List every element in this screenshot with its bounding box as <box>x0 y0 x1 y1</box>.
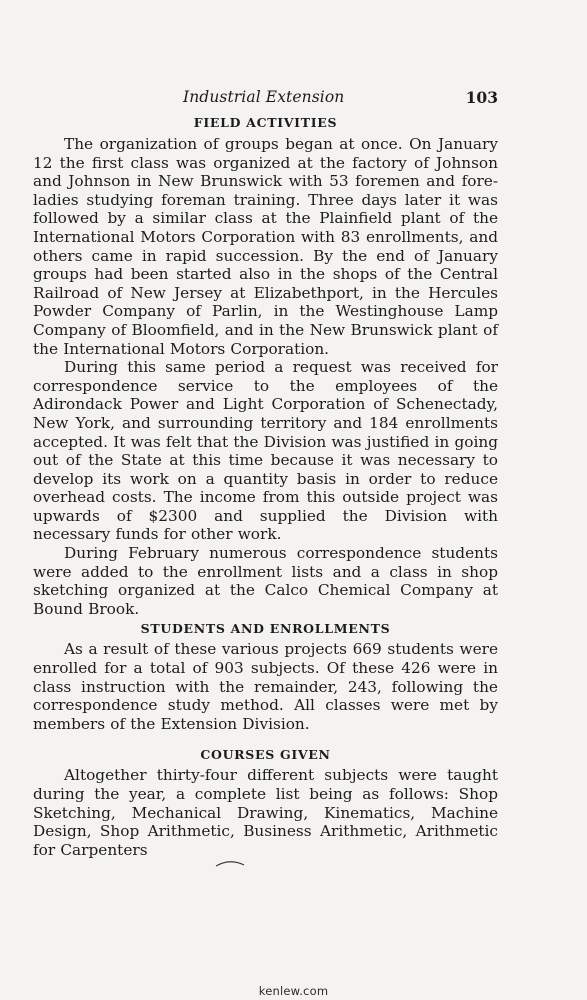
paragraph-group-organization: The organization of groups began at once. On January 12 the first class was organized at the factory of Johnson and Johnson in New Brunswick with 53 foremen and fore-ladies studying foreman training. Three days later it was followed by a similar class at the Plainfield plant of the International Motors Corporation with 83 enrollments, and others came in rapid succession. By the end of January groups had been started also in the shops of the Central Railroad of New Jersey at Elizabethport, in the Hercules Powder Company of Parlin, in the Westinghouse Lamp Company of Bloomfield, and in the New Brunswick plant of the International Motors Corporation. <box>33 135 498 358</box>
page-end-flourish <box>214 857 246 871</box>
section-heading-field-activities: FIELD ACTIVITIES <box>193 115 338 130</box>
running-title: Industrial Extension <box>183 88 345 106</box>
paragraph-february-students: During February numerous correspondence students were added to the enrollment lists and a class in shop sketching organized at the Calco Chemical Company at Bound Brook. <box>33 544 498 618</box>
paragraph-enrollment-totals: As a result of these various projects 669 students were enrolled for a total of 903 subjects. Of these 426 were in class instruction with the remainder, 243, following the correspondence study method. All classes were met by members of the Extension Division. <box>33 640 498 733</box>
watermark: kenlew.com <box>258 984 329 998</box>
page-number: 103 <box>465 88 498 107</box>
running-head <box>33 88 498 110</box>
paragraph-course-list: Altogether thirty-four different subjects were taught during the year, a complete list being as follows: Shop Sketching, Mechanical Drawing, Kinematics, Machine Design, Shop Arithmetic, Business Arithmetic, Arithmetic for Carpenters <box>33 766 498 859</box>
section-heading-students-enrollments: STUDENTS AND ENROLLMENTS <box>140 621 391 637</box>
section-heading-courses-given: COURSES GIVEN <box>200 747 331 763</box>
paragraph-correspondence-service: During this same period a request was received for correspondence service to the employees of the Adirondack Power and Light Corporation of Schenectady, New York, and surrounding territory and 184 enrollments accepted. It was felt that the Division was justified in going out of the State at this time because it was necessary to develop its work on a quantity basis in order to reduce overhead costs. The income from this outside project was upwards of $2300 and supplied the Division with necessary funds for other work. <box>33 358 498 544</box>
page-body <box>33 113 498 859</box>
